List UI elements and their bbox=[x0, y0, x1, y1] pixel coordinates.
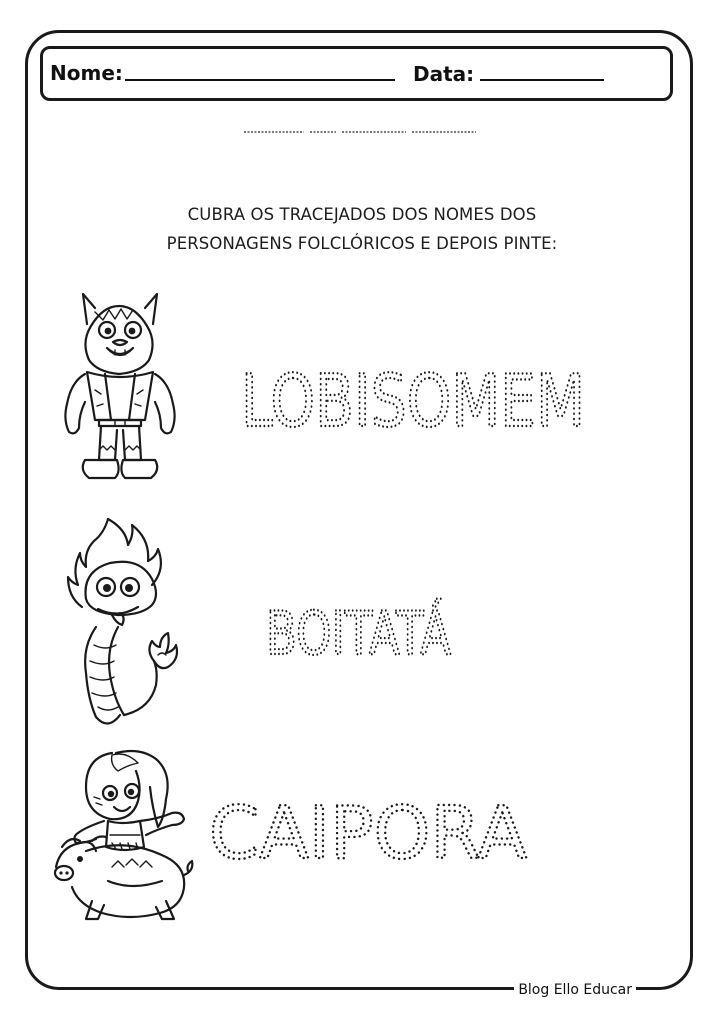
name-field[interactable] bbox=[125, 79, 395, 81]
trace-word-boitata bbox=[262, 592, 513, 669]
trace-word-lobisomem bbox=[235, 359, 595, 443]
trace-text-caipora: CAIPORA bbox=[209, 791, 527, 875]
faded-subtitle-scribble bbox=[242, 128, 478, 136]
werewolf-icon bbox=[55, 290, 185, 495]
trace-text-boitata: BOITATÁ bbox=[266, 599, 513, 669]
trace-text-lobisomem: LOBISOMEM bbox=[241, 359, 585, 443]
footer-credit: Blog Ello Educar bbox=[514, 980, 636, 1000]
instruction-line-2: PERSONAGENS FOLCLÓRICOS E DEPOIS PINTE: bbox=[166, 234, 558, 253]
date-label: Data: bbox=[413, 62, 475, 86]
student-info-header bbox=[40, 46, 673, 101]
instruction-line-1: CUBRA OS TRACEJADOS DOS NOMES DOS bbox=[187, 205, 537, 224]
name-label: Nome: bbox=[50, 61, 123, 85]
trace-word-caipora bbox=[205, 791, 535, 875]
fire-snake-icon bbox=[60, 515, 180, 740]
date-field[interactable] bbox=[480, 79, 604, 81]
caipora-on-pig-icon bbox=[48, 745, 198, 930]
